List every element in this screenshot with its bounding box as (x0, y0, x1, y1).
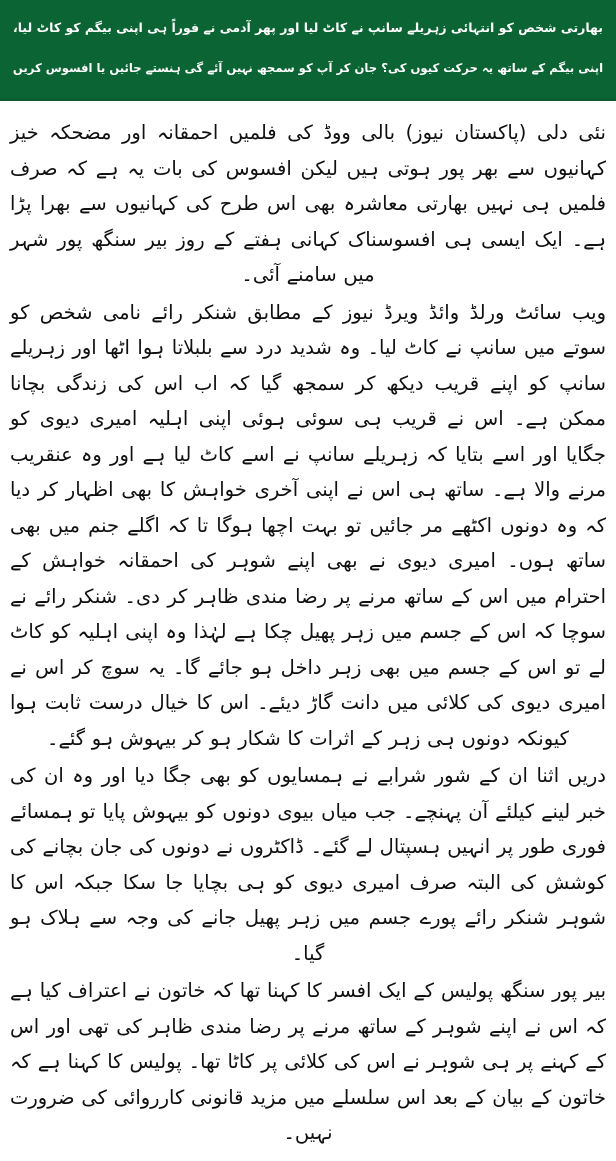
article-body (0, 101, 616, 1161)
headline-line-2: اپنی بیگم کے ساتھ یہ حرکت کیوں کی؟ جان کر آپ کو سمجھ نہیں آئے گی ہنستے جائیں یا افسوس کریں (12, 61, 604, 75)
article-paragraph-1: نئی دلی (پاکستان نیوز) بالی ووڈ کی فلمیں احمقانہ اور مضحکہ خیز کہانیوں سے بھر پور ہوتی ہیں لیکن افسوس کی بات یہ ہے کہ صرف فلمیں ہی نہیں بھارتی معاشرہ بھی اس طرح کی کہانیوں سے بھرا پڑا ہے۔ ایک ایسی ہی افسوسناک کہانی ہفتے کے روز بیر سنگھ پور شہر میں سامنے آئی۔ (10, 121, 606, 286)
article-paragraph-2: ویب سائٹ ورلڈ وائڈ ویرڈ نیوز کے مطابق شنکر رائے نامی شخص کو سوتے میں سانپ نے کاٹ لیا۔ وہ شدید درد سے بلبلاتا ہوا اٹھا اور زہریلے سانپ کو اپنے قریب دیکھ کر سمجھ گیا کہ اب اس کی زندگی بچانا ممکن ہے۔ اس نے قریب ہی سوئی ہوئی اپنی اہلیہ امیری دیوی کو جگایا اور اسے بتایا کہ زہریلے سانپ نے اسے کاٹ لیا ہے اور وہ عنقریب مرنے والا ہے۔ ساتھ ہی اس نے اپنی آخری خواہش کا بھی اظہار کر دیا کہ وہ دونوں اکٹھے مر جائیں تو بہت اچھا ہوگا تا کہ اگلے جنم میں بھی ساتھ ہوں۔ امیری دیوی نے بھی اپنے شوہر کی احمقانہ خواہش کے احترام میں اس کے ساتھ مرنے پر رضا مندی ظاہر کر دی۔ شنکر رائے نے سوچا کہ اس کے جسم میں زہر پھیل چکا ہے لہٰذا وہ اپنی اہلیہ کو کاٹ لے تو اس کے جسم میں بھی زہر داخل ہو جائے گا۔ یہ سوچ کر اس نے امیری دیوی کی کلائی میں دانت گاڑ دیئے۔ اس کا خیال درست ثابت ہوا کیونکہ دونوں ہی زہر کے اثرات کا شکار ہو کر بیہوش ہو گئے۔ (10, 300, 606, 750)
article-paragraph-4: بیر پور سنگھ پولیس کے ایک افسر کا کہنا تھا کہ خاتون نے اعتراف کیا ہے کہ اس نے اپنے شوہر کے ساتھ مرنے پر رضا مندی ظاہر کی تھی اور اس کے کہنے پر ہی شوہر نے اس کی کلائی پر کاٹا تھا۔ پولیس کا کہنا ہے کہ خاتون کے بیان کے بعد اس سلسلے میں مزید قانونی کارروائی کی ضرورت نہیں۔ (10, 979, 606, 1144)
headline-line-1: بھارتی شخص کو انتہائی زہریلے سانپ نے کاٹ لیا اور پھر آدمی نے فوراً ہی اپنی بیگم کو کاٹ لیا، (12, 20, 603, 35)
article-paragraph-3: دریں اثنا ان کے شور شرابے نے ہمسایوں کو بھی جگا دیا اور وہ ان کی خبر لینے کیلئے آن پہنچے۔ جب میاں بیوی دونوں کو بیہوش پایا تو ہمسائے فوری طور پر انہیں ہسپتال لے گئے۔ ڈاکٹروں نے دونوں کی جان بچانے کی کوشش کی البتہ صرف امیری دیوی کو ہی بچایا جا سکا جبکہ اس کا شوہر شنکر رائے پورے جسم میں زہر پھیل جانے کی وجہ سے ہلاک ہو گیا۔ (10, 764, 606, 965)
headline-banner (0, 0, 616, 101)
